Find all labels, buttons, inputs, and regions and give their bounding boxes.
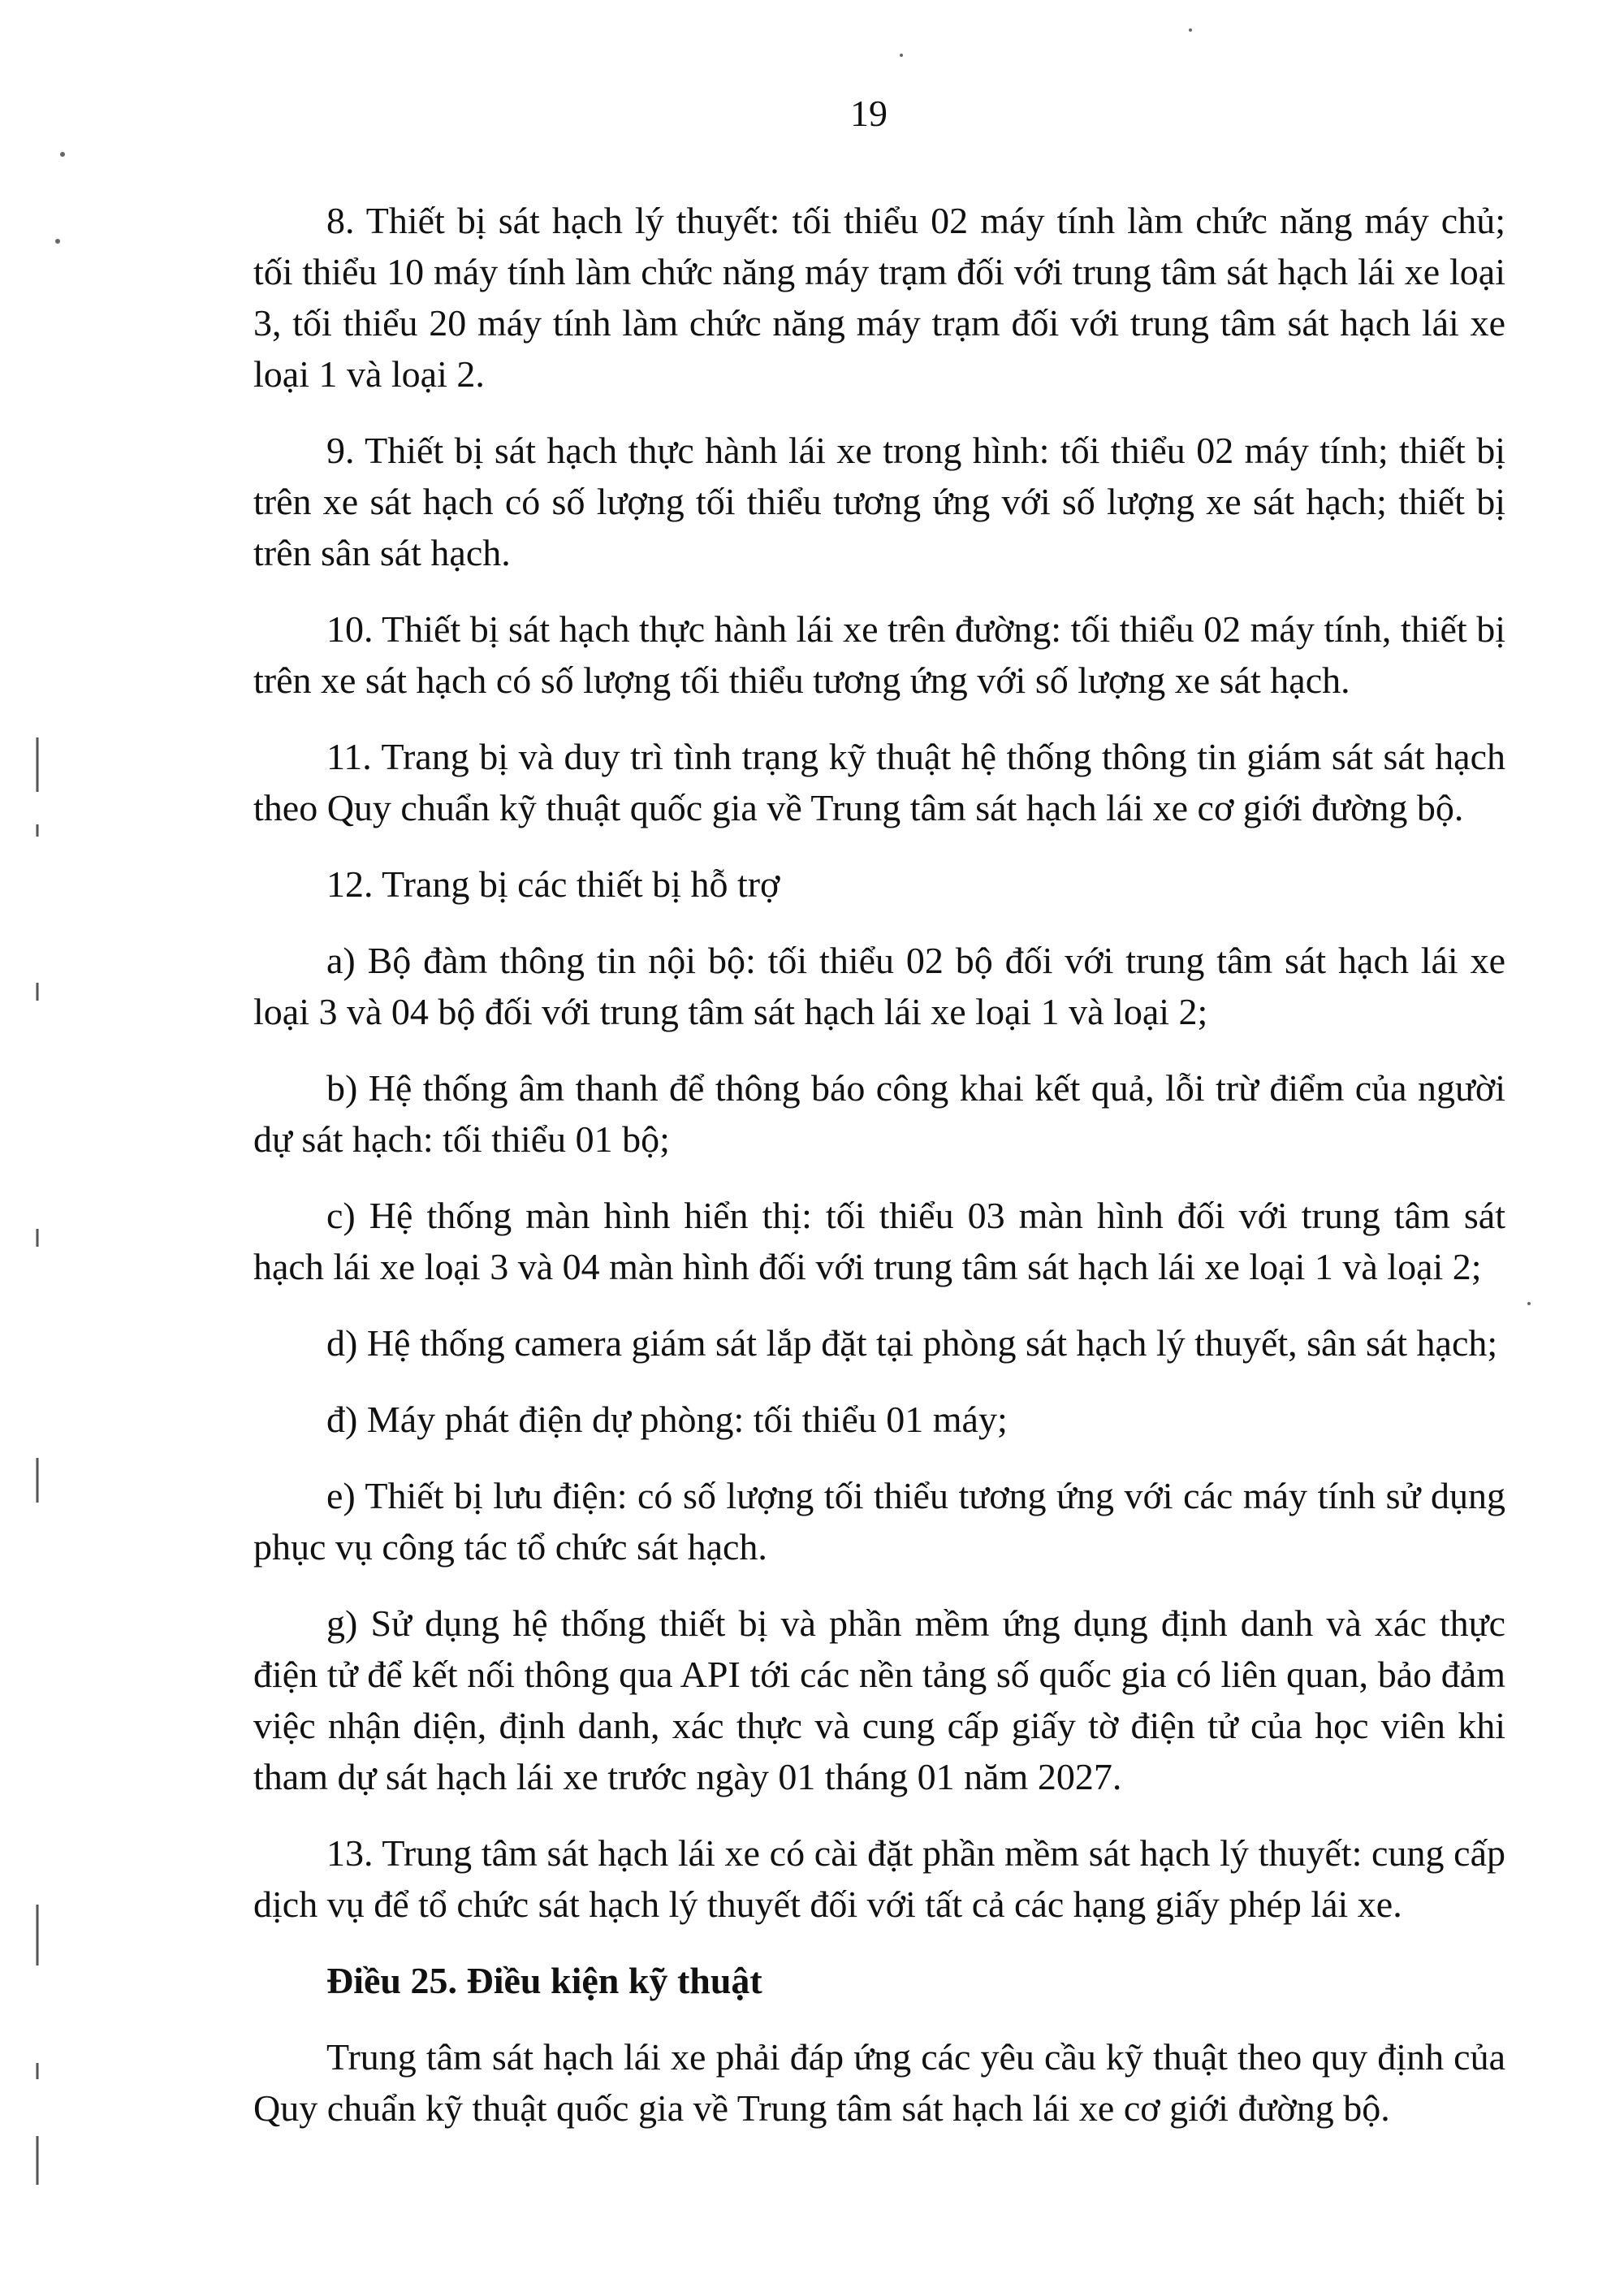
article-body: Trung tâm sát hạch lái xe phải đáp ứng các yêu cầu kỹ thuật theo quy định của Quy chuẩn kỹ thuật quốc gia về Trung tâm sát hạch lái xe cơ giới đường bộ. <box>253 2036 1505 2129</box>
paragraph-item-12g: g) Sử dụng hệ thống thiết bị và phần mềm ứng dụng định danh và xác thực điện tử để kết nối thông qua API tới các nền tảng số quốc gia có liên quan, bảo đảm việc nhận diện, định danh, xác thực và cung cấp giấy tờ điện tử của học viên khi tham dự sát hạch lái xe trước ngày 01 tháng 01 năm 2027. <box>253 1602 1505 1797</box>
page-number: 19 <box>850 93 888 134</box>
paragraph-item-12b: b) Hệ thống âm thanh để thông báo công khai kết quả, lỗi trừ điểm của người dự sát hạch: tối thiểu 01 bộ; <box>253 1067 1505 1160</box>
paragraph-item-12d: d) Hệ thống camera giám sát lắp đặt tại phòng sát hạch lý thuyết, sân sát hạch; <box>326 1322 1498 1364</box>
paragraph-item-10: 10. Thiết bị sát hạch thực hành lái xe trên đường: tối thiểu 02 máy tính, thiết bị trên xe sát hạch có số lượng tối thiểu tương ứng với số lượng xe sát hạch. <box>253 608 1505 701</box>
paragraph-item-12a: a) Bộ đàm thông tin nội bộ: tối thiểu 02 bộ đối với trung tâm sát hạch lái xe loại 3 và 04 bộ đối với trung tâm sát hạch lái xe loại 1 và loại 2; <box>253 940 1505 1032</box>
document-body <box>253 195 1505 2159</box>
paragraph-item-12e: e) Thiết bị lưu điện: có số lượng tối thiểu tương ứng với các máy tính sử dụng phục vụ công tác tổ chức sát hạch. <box>253 1475 1505 1568</box>
paragraph-item-11: 11. Trang bị và duy trì tình trạng kỹ thuật hệ thống thông tin giám sát sát hạch theo Quy chuẩn kỹ thuật quốc gia về Trung tâm sát hạch lái xe cơ giới đường bộ. <box>253 736 1505 828</box>
paragraph-item-12c: c) Hệ thống màn hình hiển thị: tối thiểu 03 màn hình đối với trung tâm sát hạch lái xe loại 3 và 04 màn hình đối với trung tâm sát hạch lái xe loại 1 và loại 2; <box>253 1195 1505 1287</box>
paragraph-item-8: 8. Thiết bị sát hạch lý thuyết: tối thiểu 02 máy tính làm chức năng máy chủ; tối thiểu 10 máy tính làm chức năng máy trạm đối với trung tâm sát hạch lái xe loại 3, tối thiểu 20 máy tính làm chức năng máy trạm đối với trung tâm sát hạch lái xe loại 1 và loại 2. <box>253 200 1505 395</box>
article-heading: Điều 25. Điều kiện kỹ thuật <box>326 1960 762 2001</box>
paragraph-item-9: 9. Thiết bị sát hạch thực hành lái xe trong hình: tối thiểu 02 máy tính; thiết bị trên xe sát hạch có số lượng tối thiểu tương ứng với số lượng xe sát hạch; thiết bị trên sân sát hạch. <box>253 430 1505 573</box>
paragraph-item-12: 12. Trang bị các thiết bị hỗ trợ <box>326 863 780 905</box>
paragraph-item-12dd: đ) Máy phát điện dự phòng: tối thiểu 01 máy; <box>326 1399 1008 1440</box>
paragraph-item-13: 13. Trung tâm sát hạch lái xe có cài đặt phần mềm sát hạch lý thuyết: cung cấp dịch vụ để tổ chức sát hạch lý thuyết đối với tất cả các hạng giấy phép lái xe. <box>253 1832 1505 1925</box>
